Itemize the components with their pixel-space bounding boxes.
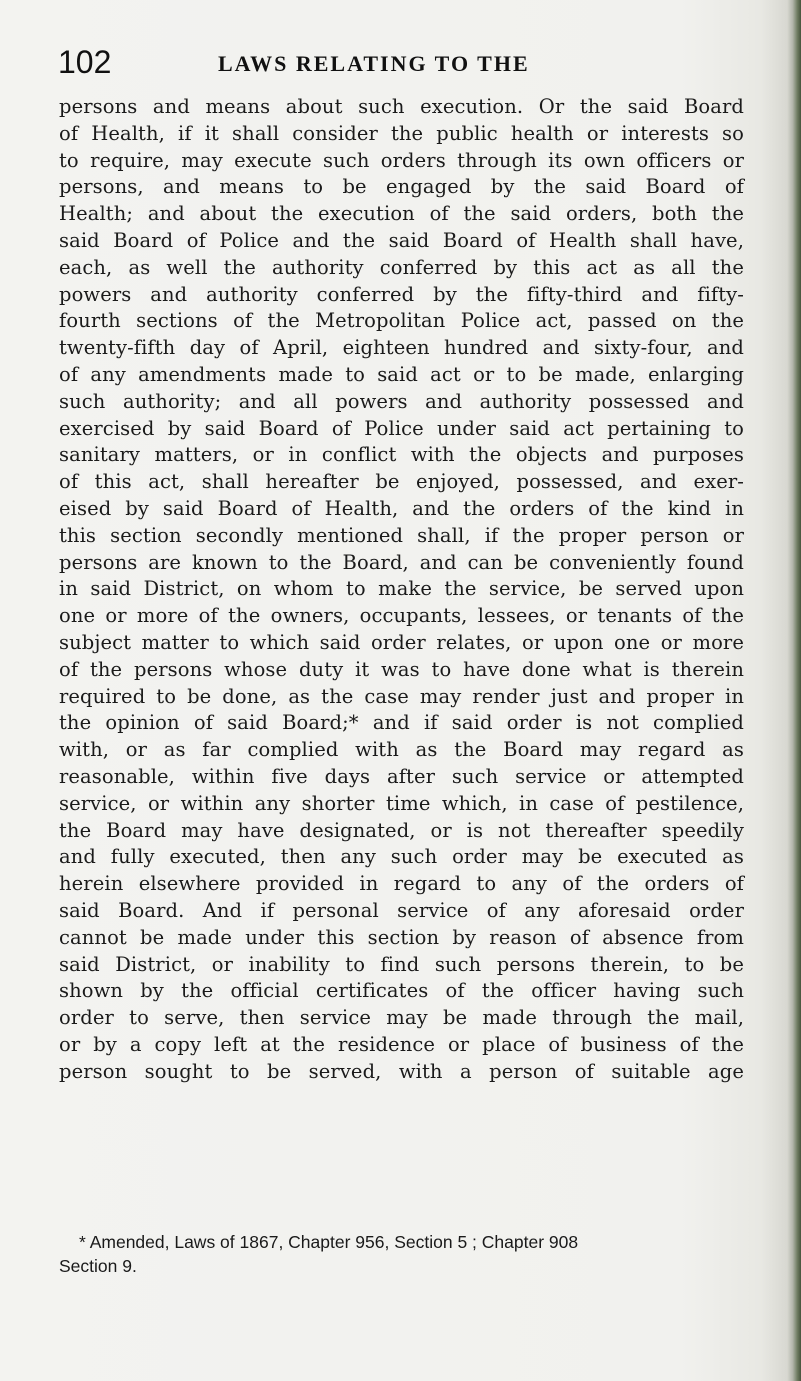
text-line: herein elsewhere provided in regard to any of the orders of	[59, 872, 744, 896]
text-line: each, as well the authority conferred by this act as all the	[59, 255, 744, 279]
text-line: of Health, if it shall consider the public health or interests so	[59, 121, 744, 145]
footnote-line: Section 9.	[59, 1256, 137, 1276]
text-line: cannot be made under this section by reason of absence from	[59, 925, 744, 949]
text-line: fourth sections of the Metropolitan Police act, passed on the	[59, 309, 744, 333]
text-line: persons are known to the Board, and can be conveniently found	[59, 550, 744, 574]
text-line: one or more of the owners, occupants, lessees, or tenants of the	[59, 604, 744, 628]
text-line: order to serve, then service may be made through the mail,	[59, 1006, 744, 1030]
text-line: of this act, shall hereafter be enjoyed, possessed, and exer-	[59, 470, 744, 494]
text-line: this section secondly mentioned shall, if the proper person or	[59, 523, 744, 547]
page-number: 102	[58, 44, 112, 80]
text-line: service, or within any shorter time which, in case of pestilence,	[59, 791, 744, 815]
running-head: LAWS RELATING TO THE	[218, 51, 530, 76]
text-line: eised by said Board of Health, and the orders of the kind in	[59, 496, 744, 520]
body-text	[59, 94, 744, 1085]
footnote	[59, 1230, 744, 1278]
text-line: reasonable, within five days after such service or attempted	[59, 764, 744, 788]
text-line: twenty-fifth day of April, eighteen hundred and sixty-four, and	[59, 336, 744, 360]
text-line: powers and authority conferred by the fifty-third and fifty-	[59, 282, 744, 306]
text-line: in said District, on whom to make the service, be served upon	[59, 577, 744, 601]
text-line: and fully executed, then any such order may be executed as	[59, 845, 744, 869]
text-line: persons and means about such execution. Or the said Board	[59, 95, 744, 118]
page-edge-shadow	[787, 0, 801, 1381]
text-line: such authority; and all powers and authority possessed and	[59, 389, 744, 413]
text-line: required to be done, as the case may render just and proper in	[59, 684, 744, 708]
text-line: shown by the official certificates of the officer having such	[59, 979, 744, 1003]
text-line: said Board. And if personal service of any aforesaid order	[59, 898, 744, 922]
text-line: the Board may have designated, or is not thereafter speedily	[59, 818, 744, 842]
text-line: Health; and about the execution of the said orders, both the	[59, 202, 744, 226]
text-line: of the persons whose duty it was to have done what is therein	[59, 657, 744, 681]
footnote-line: * Amended, Laws of 1867, Chapter 956, Section 5 ; Chapter 908	[79, 1232, 579, 1252]
text-line: or by a copy left at the residence or place of business of the	[59, 1032, 744, 1056]
text-line: to require, may execute such orders through its own officers or	[59, 148, 744, 172]
page-header	[58, 44, 748, 84]
text-line: persons, and means to be engaged by the said Board of	[59, 175, 744, 199]
text-line: of any amendments made to said act or to be made, enlarging	[59, 362, 744, 386]
text-line: subject matter to which said order relates, or upon one or more	[59, 630, 744, 654]
text-line: exercised by said Board of Police under said act pertaining to	[59, 416, 744, 440]
text-line: the opinion of said Board;* and if said order is not complied	[59, 711, 744, 735]
text-line: said District, or inability to find such persons therein, to be	[59, 952, 744, 976]
text-line: with, or as far complied with as the Board may regard as	[59, 738, 744, 762]
text-line: person sought to be served, with a person of suitable age	[59, 1059, 744, 1083]
text-line: sanitary matters, or in conflict with the objects and purposes	[59, 443, 744, 467]
text-line: said Board of Police and the said Board of Health shall have,	[59, 228, 744, 252]
